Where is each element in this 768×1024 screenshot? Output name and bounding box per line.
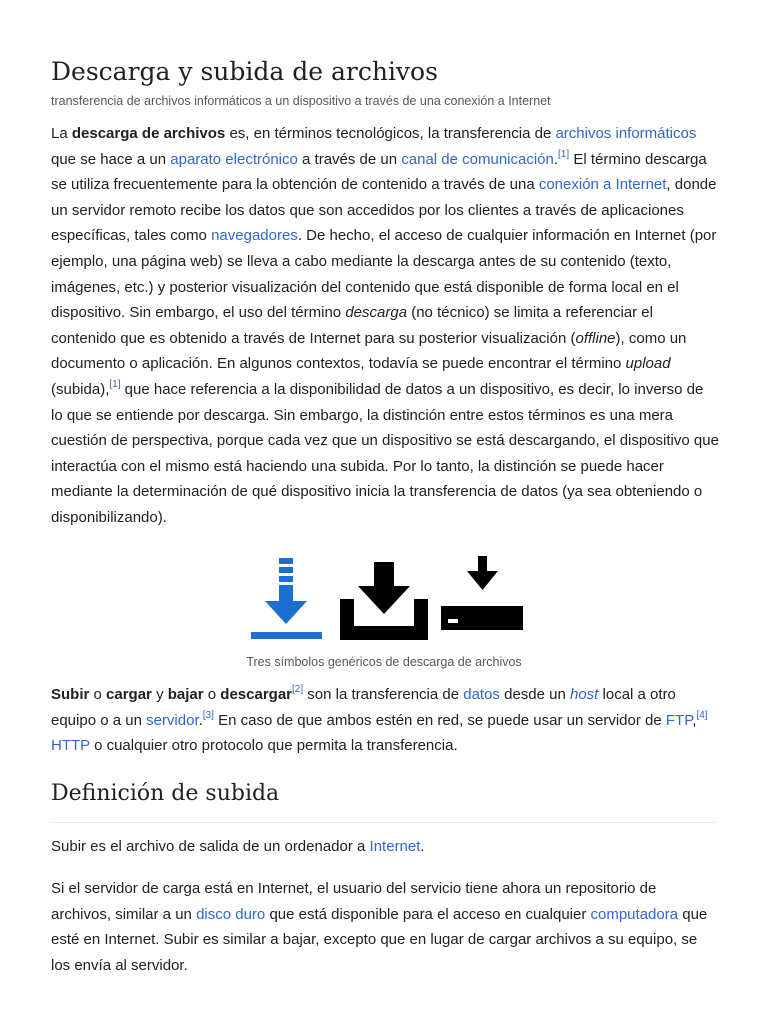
section-paragraph-1 (51, 834, 719, 860)
intro-paragraph (51, 121, 719, 531)
reference-link[interactable]: [1] (558, 148, 570, 160)
tray-arrow-head (358, 586, 410, 614)
link-canal-de-comunicacion[interactable]: canal de comunicación (401, 150, 554, 168)
bold-term: descargar (220, 686, 293, 703)
figure-caption: Tres símbolos genéricos de descarga de archivos (246, 655, 522, 669)
drive-led (448, 619, 458, 623)
section-divider (51, 822, 718, 823)
page-subtitle: transferencia de archivos informáticos a un dispositivo a través de una conexión a Internet (51, 94, 551, 108)
tray-download-icon (340, 562, 428, 640)
text-run: En caso de que ambos estén en red, se puede usar un servidor de (213, 711, 666, 729)
italic-term: upload (625, 355, 671, 373)
text-run: que hace referencia a la disponibilidad de datos a un dispositivo, es decir, lo inverso de lo que se entiende por descarga. Sin embargo, la distinción entre estos términos es una mera cuestión de perspectiva, porque cada vez que un dispositivo se está descargando, el dispositivo que interactúa con el mismo está haciendo una subida. Por lo tanto, la distinción se puede hacer mediante la determinación de qué dispositivo inicia la transferencia de datos (ya sea obteniendo o disponibilizando). (51, 380, 719, 526)
text-run: La (51, 125, 72, 142)
drive-arrow-head (467, 571, 498, 590)
text-run: . (198, 711, 203, 729)
reference-link[interactable]: [4] (696, 709, 708, 721)
drive-download-icon (441, 556, 523, 630)
download-symbols-figure[interactable] (250, 556, 525, 642)
blue-arrow-shaft (279, 585, 293, 603)
link-datos[interactable]: datos (463, 686, 500, 703)
download-symbols-image (250, 556, 525, 642)
link-ftp[interactable]: FTP (665, 711, 693, 729)
reference-link[interactable]: [3] (202, 709, 214, 721)
text-run: o (203, 686, 221, 703)
link-conexion-a-internet[interactable]: conexión a Internet (538, 176, 667, 194)
text-run: Si el servidor de carga está en Internet, el usuario del servicio tiene ahora un repositorio de archivos, similar a un (51, 880, 657, 923)
italic-term: offline (575, 329, 616, 347)
blue-dash-3 (279, 576, 293, 582)
text-run: que está disponible para el acceso en cualquier (265, 905, 591, 923)
text-run: ), como un documento o aplicación. En algunos contextos, todavía se puede encontrar el término (51, 329, 687, 373)
bold-term: descarga de archivos (71, 125, 226, 142)
text-run: . (553, 150, 559, 168)
upload-download-paragraph (51, 682, 719, 759)
link-http[interactable]: HTTP (51, 737, 90, 755)
text-run: es, en términos tecnológicos, la transferencia de (225, 125, 556, 142)
drive-body (441, 606, 523, 630)
link-host[interactable]: host (570, 686, 599, 703)
text-run: local a otro equipo o a un (51, 686, 676, 729)
text-run: (no técnico) se limita a referenciar el contenido que es obtenido a través de Internet para su posterior visualización ( (51, 304, 653, 347)
blue-dash-1 (279, 558, 293, 564)
text-run: . De hecho, el acceso de cualquier información en Internet (por ejemplo, una página web) se lleva a cabo mediante la descarga antes de su contenido (texto, imágenes, etc.) y posterior visualización del contenido que está disponible de forma local en el dispositivo. Sin embargo, el uso del término (51, 227, 717, 322)
text-run: , donde un servidor remoto recibe los datos que son accedidos por los clientes a través de aplicaciones específicas, tales como (51, 176, 717, 245)
link-archivos-informaticos[interactable]: archivos informáticos (555, 125, 697, 142)
blue-base-bar (251, 632, 322, 639)
text-run: son la transferencia de (303, 686, 464, 703)
text-run: . (420, 838, 425, 855)
text-run: y (151, 686, 168, 703)
page-title: Descarga y subida de archivos (51, 57, 438, 86)
section-heading: Definición de subida (51, 781, 280, 806)
link-computadora[interactable]: computadora (590, 905, 679, 923)
drive-arrow-shaft (478, 556, 487, 573)
text-run: , (692, 711, 697, 729)
text-run: (subida), (51, 380, 110, 398)
bold-term: bajar (167, 686, 204, 703)
blue-arrow-head (265, 601, 307, 624)
text-run: que esté en Internet. Subir es similar a bajar, excepto que en lugar de cargar archivos a su equipo, se los envía al servidor. (51, 905, 708, 974)
link-navegadores[interactable]: navegadores (211, 227, 298, 245)
italic-term: descarga (345, 304, 408, 322)
blue-dash-2 (279, 567, 293, 573)
section-paragraph-2 (51, 876, 719, 978)
link-disco-duro[interactable]: disco duro (196, 905, 266, 923)
text-run: o (89, 686, 107, 703)
bold-term: cargar (106, 686, 152, 703)
bold-term: Subir (51, 686, 90, 703)
tray-arrow-shaft (374, 562, 394, 590)
text-run: a través de un (297, 150, 402, 168)
blue-download-icon (251, 558, 322, 639)
text-run: Subir es el archivo de salida de un ordenador a (51, 838, 370, 855)
text-run: o cualquier otro protocolo que permita la transferencia. (89, 737, 458, 755)
link-aparato-electronico[interactable]: aparato electrónico (170, 150, 298, 168)
text-run: El término descarga se utiliza frecuentemente para la obtención de contenido a través de una (51, 150, 707, 194)
reference-link[interactable]: [1] (109, 378, 121, 390)
reference-link[interactable]: [2] (292, 684, 304, 695)
text-run: que se hace a un (51, 150, 171, 168)
text-run: desde un (499, 686, 570, 703)
link-servidor[interactable]: servidor (146, 711, 199, 729)
link-internet[interactable]: Internet (369, 838, 421, 855)
